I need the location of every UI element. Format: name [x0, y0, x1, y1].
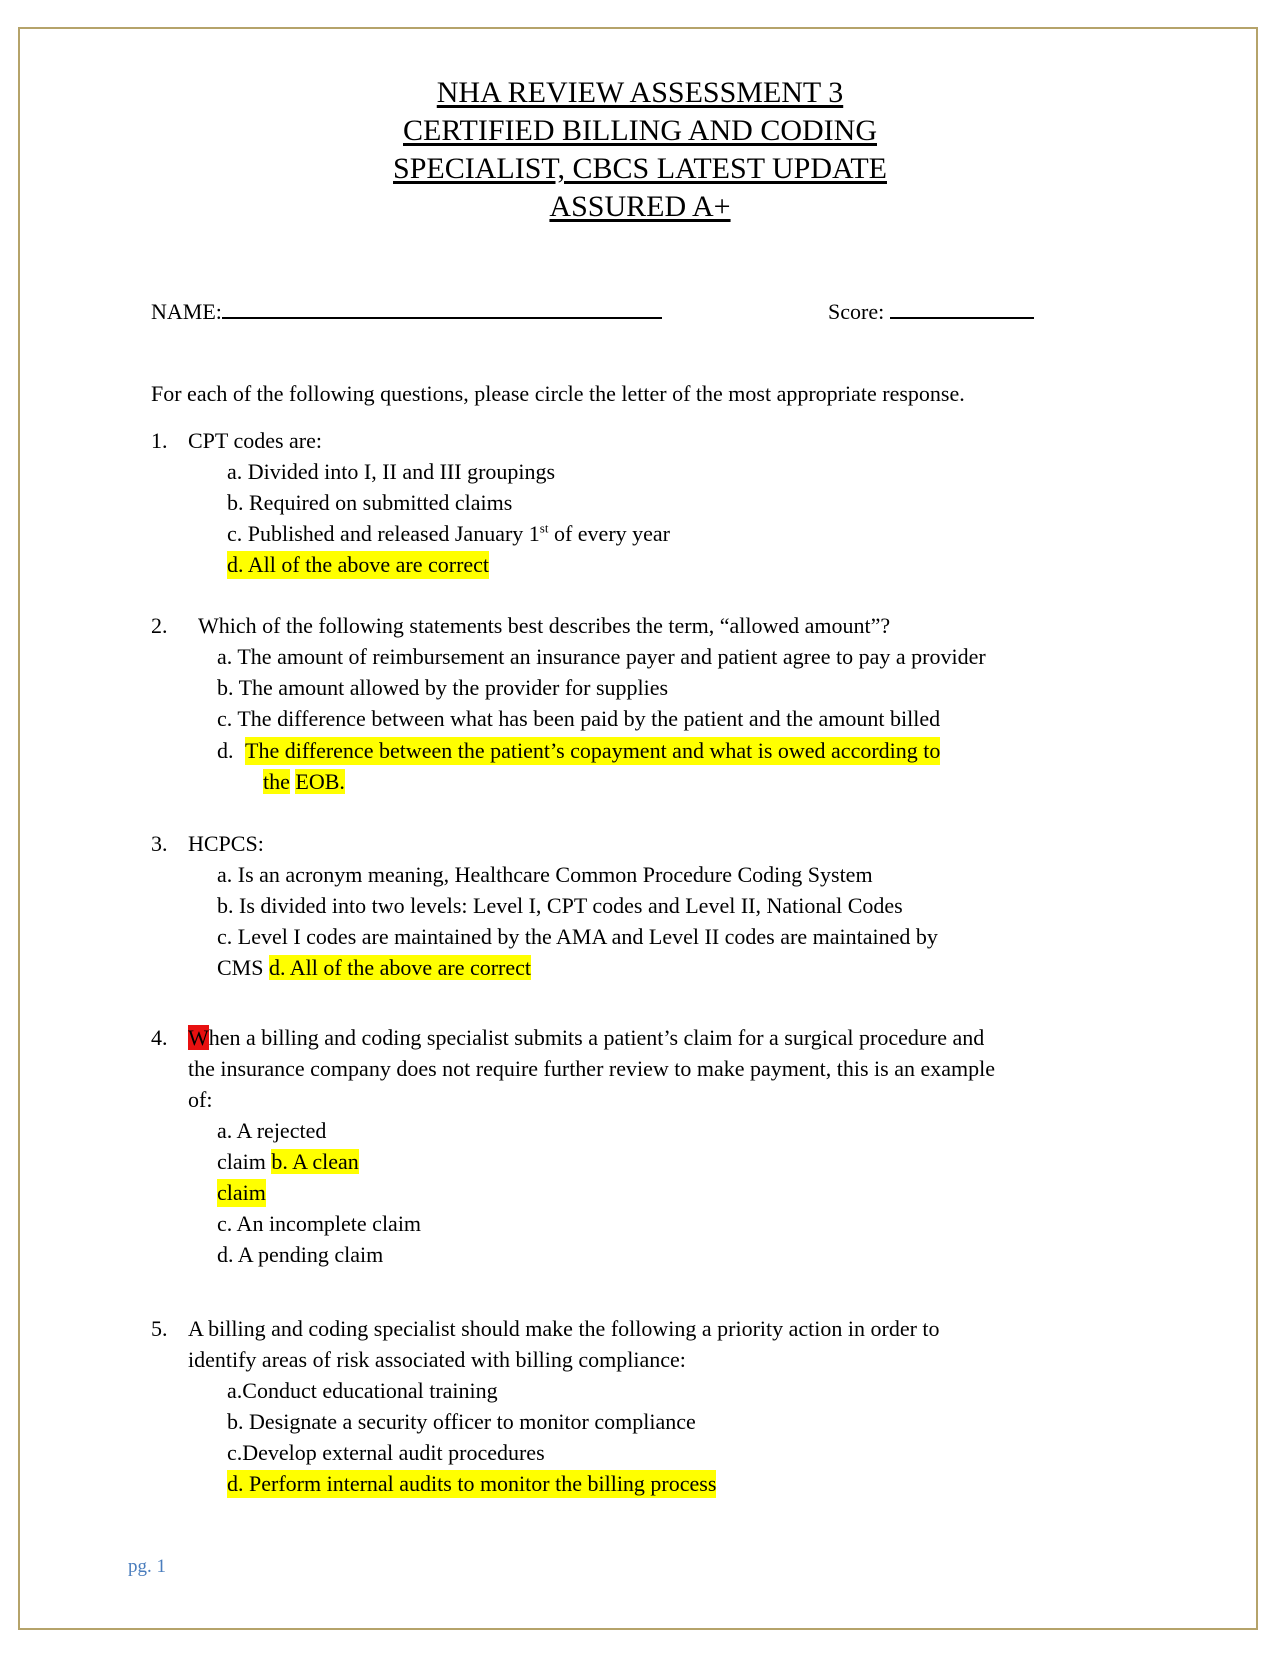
score-field [828, 298, 1034, 326]
q2-option-d-cont [263, 768, 345, 796]
q2-option-d-word-the: the [263, 769, 290, 794]
q4-option-b-answer: b. A clean [271, 1149, 359, 1174]
q4-option-c: c. An incomplete claim [217, 1211, 422, 1236]
q2-number: 2. [151, 613, 168, 638]
q1-option-c-text-end: of every year [548, 521, 671, 546]
q4-option-b-cont: claim [217, 1180, 266, 1205]
title-line-1: NHA REVIEW ASSESSMENT 3 [436, 76, 844, 109]
q4-line-1 [188, 1024, 984, 1052]
q2-option-d-answer: The difference between the patient’s copayment and what is owed according to [245, 738, 941, 763]
q3-number: 3. [151, 831, 168, 856]
q2-option-c: c. The difference between what has been paid by the patient and the amount billed [217, 706, 941, 731]
q3-option-b: b. Is divided into two levels: Level I, CPT codes and Level II, National Codes [217, 893, 903, 918]
q4-marked-letter: W [188, 1025, 209, 1050]
q5-option-a: a.Conduct educational training [227, 1378, 498, 1403]
q5-number: 5. [151, 1316, 168, 1341]
name-field [151, 298, 662, 326]
title-line-2: CERTIFIED BILLING AND CODING [403, 114, 877, 147]
q1-option-d-answer: d. All of the above are correct [227, 552, 490, 577]
q5-option-d-answer: d. Perform internal audits to monitor the billing process [227, 1471, 717, 1496]
q4-line-3: of: [188, 1087, 213, 1112]
q4-option-d: d. A pending claim [217, 1242, 384, 1267]
q4-option-a-claim: claim [217, 1149, 266, 1174]
q2-text: Which of the following statements best describes the term, “allowed amount”? [198, 613, 891, 638]
q4-line-2: the insurance company does not require further review to make payment, this is an example [188, 1056, 996, 1081]
q1-option-c-text: c. Published and released January 1 [227, 521, 540, 546]
q3-option-c-cont [217, 954, 531, 982]
q3-text: HCPCS: [188, 831, 264, 856]
title-line-3: SPECIALIST, CBCS LATEST UPDATE [393, 152, 887, 185]
score-blank[interactable] [890, 299, 1034, 319]
q3-option-c: c. Level I codes are maintained by the AMA and Level II codes are maintained by [217, 924, 938, 949]
q2-option-a: a. The amount of reimbursement an insurance payer and patient agree to pay a provider [217, 644, 986, 669]
q3-option-a: a. Is an acronym meaning, Healthcare Common Procedure Coding System [217, 862, 873, 887]
q1-option-c-sup: st [539, 520, 549, 536]
q4-option-a: a. A rejected [217, 1118, 327, 1143]
q3-cms: CMS [217, 955, 264, 980]
title-line-4: ASSURED A+ [549, 190, 731, 223]
q4-option-a-cont [217, 1148, 359, 1176]
q5-option-b: b. Designate a security officer to monitor compliance [227, 1409, 696, 1434]
q1-option-c [227, 520, 670, 548]
q1-option-a: a. Divided into I, II and III groupings [227, 459, 556, 484]
q2-option-d-word-eob: EOB. [295, 769, 345, 794]
name-blank[interactable] [222, 299, 662, 319]
instructions: For each of the following questions, please circle the letter of the most appropriate response. [151, 381, 965, 406]
q5-option-c: c.Develop external audit procedures [227, 1440, 545, 1465]
q2-option-b: b. The amount allowed by the provider for supplies [217, 675, 669, 700]
q2-option-d-letter: d. [217, 738, 234, 763]
q4-number: 4. [151, 1025, 168, 1050]
name-label: NAME: [151, 299, 222, 324]
q1-option-b: b. Required on submitted claims [227, 490, 513, 515]
q3-option-d-answer: d. All of the above are correct [268, 955, 532, 980]
q1-number: 1. [151, 428, 168, 453]
score-label: Score: [828, 299, 885, 324]
q4-line-1-text: hen a billing and coding specialist submits a patient’s claim for a surgical procedure and [208, 1025, 985, 1050]
q5-line-2: identify areas of risk associated with billing compliance: [188, 1347, 686, 1372]
q1-text: CPT codes are: [188, 428, 323, 453]
page-number: pg. 1 [128, 1556, 166, 1577]
q5-line-1: A billing and coding specialist should make the following a priority action in order to [188, 1316, 940, 1341]
